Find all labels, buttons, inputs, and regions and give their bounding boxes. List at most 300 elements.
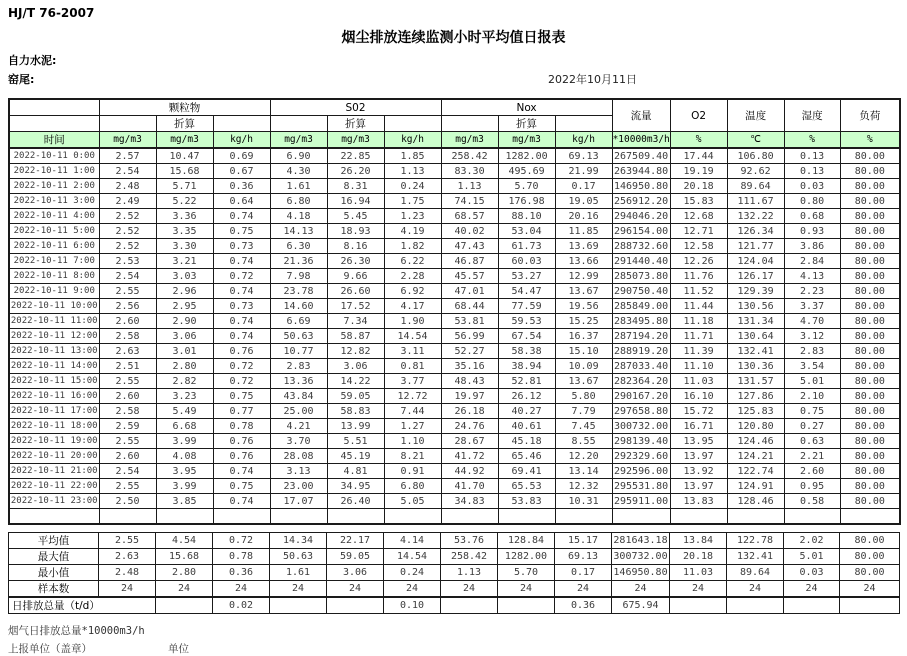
value-cell: 126.34 (727, 224, 784, 239)
value-cell: 130.56 (727, 299, 784, 314)
unit-cell: % (670, 132, 727, 149)
value-cell: 0.76 (213, 344, 270, 359)
empty-cell (9, 509, 99, 525)
empty-cell (498, 509, 555, 525)
unit-cell: mg/m3 (441, 132, 498, 149)
value-cell: 2.55 (99, 374, 156, 389)
value-cell: 0.72 (213, 359, 270, 374)
value-cell: 285073.80 (613, 270, 669, 282)
col-header-o2: O2 (670, 99, 727, 132)
monitoring-table (8, 98, 901, 525)
value-cell: 14.54 (384, 329, 441, 344)
value-cell: 3.36 (156, 209, 213, 224)
value-cell: 292596.00 (613, 465, 669, 477)
time-cell: 2022-10-11 13:00 (9, 344, 99, 359)
value-cell: 20.16 (555, 209, 612, 224)
value-cell: 80.00 (840, 254, 900, 269)
value-cell: 2.90 (156, 314, 213, 329)
summary-value-cell: 24 (99, 581, 156, 598)
value-cell: 4.21 (270, 419, 327, 434)
empty-cell (270, 509, 327, 525)
unit-cell: mg/m3 (270, 132, 327, 149)
value-cell: 1.82 (384, 239, 441, 254)
time-cell: 2022-10-11 18:00 (9, 419, 99, 434)
value-cell: 1.85 (384, 148, 441, 164)
value-cell: 26.18 (441, 404, 498, 419)
summary-value-cell: 89.64 (727, 565, 784, 581)
empty-cell (555, 116, 612, 132)
daily-total-cell (156, 597, 213, 614)
daily-total-row (9, 597, 900, 614)
value-cell: 80.00 (840, 449, 900, 464)
value-cell: 297658.80 (613, 405, 669, 417)
value-cell: 43.84 (270, 389, 327, 404)
value-cell: 28.08 (270, 449, 327, 464)
value-cell: 58.87 (327, 329, 384, 344)
value-cell: 89.64 (727, 179, 784, 194)
value-cell: 0.13 (784, 164, 840, 179)
value-cell: 19.19 (670, 164, 727, 179)
value-cell: 2.52 (99, 239, 156, 254)
value-cell: 17.44 (670, 148, 727, 164)
value-cell: 2.56 (99, 299, 156, 314)
table-row (9, 179, 900, 194)
value-cell: 294046.20 (613, 210, 669, 222)
value-cell: 11.71 (670, 329, 727, 344)
time-cell: 2022-10-11 4:00 (9, 209, 99, 224)
value-cell: 124.91 (727, 479, 784, 494)
value-cell: 12.32 (555, 479, 612, 494)
value-cell: 4.81 (327, 464, 384, 479)
empty-cell (9, 99, 99, 116)
value-cell: 59.53 (498, 314, 555, 329)
value-cell: 1.23 (384, 209, 441, 224)
value-cell: 11.18 (670, 314, 727, 329)
empty-cell (384, 116, 441, 132)
unit-cell: mg/m3 (327, 132, 384, 149)
summary-value-cell: 2.80 (156, 565, 213, 581)
time-cell: 2022-10-11 11:00 (9, 314, 99, 329)
value-cell: 2.58 (99, 404, 156, 419)
value-cell: 5.51 (327, 434, 384, 449)
summary-value-cell: 80.00 (840, 565, 900, 581)
value-cell: 120.80 (727, 419, 784, 434)
value-cell: 2.55 (99, 479, 156, 494)
daily-total-cell (270, 597, 327, 614)
value-cell: 68.57 (441, 209, 498, 224)
summary-value-cell: 300732.00 (612, 549, 670, 565)
value-cell: 285849.00 (613, 300, 669, 312)
value-cell: 256912.20 (613, 195, 669, 207)
value-cell: 16.37 (555, 329, 612, 344)
value-cell: 283495.80 (613, 315, 669, 327)
time-cell: 2022-10-11 10:00 (9, 299, 99, 314)
value-cell: 35.16 (441, 359, 498, 374)
summary-value-cell: 24 (612, 581, 670, 598)
value-cell: 13.66 (555, 254, 612, 269)
value-cell: 67.54 (498, 329, 555, 344)
value-cell: 282364.20 (613, 375, 669, 387)
unit-cell: mg/m3 (99, 132, 156, 149)
summary-value-cell: 24 (840, 581, 900, 598)
value-cell: 0.27 (784, 419, 840, 434)
value-cell: 176.98 (498, 194, 555, 209)
value-cell: 56.99 (441, 329, 498, 344)
value-cell: 0.68 (784, 209, 840, 224)
value-cell: 1.90 (384, 314, 441, 329)
value-cell: 263944.80 (613, 165, 669, 177)
value-cell: 0.74 (213, 314, 270, 329)
empty-cell (156, 509, 213, 525)
value-cell: 2.23 (784, 284, 840, 299)
summary-value-cell: 0.24 (384, 565, 441, 581)
value-cell: 2.59 (99, 419, 156, 434)
table-row (9, 419, 900, 434)
value-cell: 80.00 (840, 464, 900, 479)
empty-cell (327, 509, 384, 525)
value-cell: 6.68 (156, 419, 213, 434)
col-header-temperature: 温度 (727, 99, 784, 132)
value-cell: 80.00 (840, 389, 900, 404)
value-cell: 2.54 (99, 464, 156, 479)
value-cell: 80.00 (840, 314, 900, 329)
summary-value-cell: 24 (498, 581, 555, 598)
value-cell: 0.74 (213, 254, 270, 269)
value-cell: 52.27 (441, 344, 498, 359)
summary-value-cell: 4.54 (156, 533, 213, 549)
value-cell: 53.04 (498, 224, 555, 239)
value-cell: 13.97 (670, 449, 727, 464)
empty-cell (727, 509, 784, 525)
value-cell: 3.37 (784, 299, 840, 314)
value-cell: 53.27 (498, 269, 555, 284)
value-cell: 3.06 (156, 329, 213, 344)
value-cell: 6.80 (270, 194, 327, 209)
value-cell: 3.23 (156, 389, 213, 404)
value-cell: 0.76 (213, 434, 270, 449)
value-cell: 53.83 (498, 494, 555, 509)
summary-value-cell: 14.54 (384, 549, 441, 565)
value-cell: 2.60 (784, 464, 840, 479)
daily-total-cell: 0.36 (555, 597, 612, 614)
value-cell: 1.13 (384, 164, 441, 179)
value-cell: 0.72 (213, 374, 270, 389)
summary-value-cell: 24 (555, 581, 612, 598)
summary-value-cell: 0.78 (213, 549, 270, 565)
empty-cell (612, 509, 670, 525)
value-cell: 25.00 (270, 404, 327, 419)
value-cell: 17.07 (270, 494, 327, 509)
time-header: 时间 (9, 132, 99, 149)
value-cell: 267509.40 (612, 148, 670, 164)
value-cell: 17.52 (327, 299, 384, 314)
summary-value-cell: 1282.00 (498, 549, 555, 565)
value-cell: 6.80 (384, 479, 441, 494)
table-row (9, 224, 900, 239)
value-cell: 2.10 (784, 389, 840, 404)
standard-code: HJ/T 76-2007 (8, 6, 95, 20)
daily-total-cell: 675.94 (612, 597, 670, 614)
summary-value-cell: 258.42 (441, 549, 498, 565)
report-date: 2022年10月11日 (548, 73, 637, 86)
value-cell: 0.80 (784, 194, 840, 209)
time-cell: 2022-10-11 16:00 (9, 389, 99, 404)
value-cell: 291440.40 (613, 255, 669, 267)
empty-cell (213, 116, 270, 132)
value-cell: 20.18 (670, 179, 727, 194)
value-cell: 0.64 (213, 194, 270, 209)
value-cell: 52.81 (498, 374, 555, 389)
daily-total-cell: 0.10 (384, 597, 441, 614)
table-row (9, 344, 900, 359)
value-cell: 10.09 (555, 359, 612, 374)
unit-cell: ℃ (727, 132, 784, 149)
col-header-load: 负荷 (840, 99, 900, 132)
value-cell: 19.56 (555, 299, 612, 314)
value-cell: 11.44 (670, 299, 727, 314)
value-cell: 26.30 (327, 254, 384, 269)
value-cell: 34.83 (441, 494, 498, 509)
value-cell: 0.75 (213, 224, 270, 239)
value-cell: 19.05 (555, 194, 612, 209)
empty-cell (384, 509, 441, 525)
value-cell: 15.25 (555, 314, 612, 329)
empty-cell (441, 116, 498, 132)
value-cell: 1282.00 (498, 148, 555, 164)
value-cell: 47.01 (441, 284, 498, 299)
unit-cell: kg/h (384, 132, 441, 149)
value-cell: 13.99 (327, 419, 384, 434)
value-cell: 21.99 (555, 164, 612, 179)
summary-value-cell: 122.78 (727, 533, 784, 549)
summary-value-cell: 0.36 (213, 565, 270, 581)
value-cell: 0.72 (213, 269, 270, 284)
value-cell: 80.00 (840, 374, 900, 389)
summary-value-cell: 80.00 (840, 549, 900, 565)
value-cell: 80.00 (840, 284, 900, 299)
empty-cell (213, 509, 270, 525)
table-row (9, 359, 900, 374)
value-cell: 2.63 (99, 344, 156, 359)
value-cell: 41.72 (441, 449, 498, 464)
value-cell: 3.99 (156, 479, 213, 494)
value-cell: 131.57 (727, 374, 784, 389)
value-cell: 2.48 (99, 179, 156, 194)
time-cell: 2022-10-11 9:00 (9, 284, 99, 299)
value-cell: 8.16 (327, 239, 384, 254)
empty-cell (9, 116, 99, 132)
summary-row (9, 581, 900, 598)
value-cell: 4.08 (156, 449, 213, 464)
value-cell: 11.85 (555, 224, 612, 239)
value-cell: 80.00 (840, 209, 900, 224)
value-cell: 5.22 (156, 194, 213, 209)
value-cell: 13.95 (670, 434, 727, 449)
value-cell: 292329.60 (613, 450, 669, 462)
value-cell: 124.04 (727, 254, 784, 269)
daily-total-cell: 0.02 (213, 597, 270, 614)
summary-value-cell: 20.18 (670, 549, 727, 565)
value-cell: 2.49 (99, 194, 156, 209)
value-cell: 11.39 (670, 344, 727, 359)
value-cell: 1.61 (270, 179, 327, 194)
value-cell: 0.75 (213, 389, 270, 404)
value-cell: 45.57 (441, 269, 498, 284)
value-cell: 1.10 (384, 434, 441, 449)
header-row-units (9, 132, 900, 149)
value-cell: 0.24 (384, 179, 441, 194)
summary-row (9, 533, 900, 549)
value-cell: 5.05 (384, 494, 441, 509)
unit-cell: mg/m3 (156, 132, 213, 149)
summary-row (9, 549, 900, 565)
time-cell: 2022-10-11 6:00 (9, 239, 99, 254)
value-cell: 14.13 (270, 224, 327, 239)
summary-value-cell: 2.55 (99, 533, 156, 549)
value-cell: 3.77 (384, 374, 441, 389)
value-cell: 16.94 (327, 194, 384, 209)
table-row (9, 148, 900, 164)
value-cell: 2.95 (156, 299, 213, 314)
summary-value-cell: 15.17 (555, 533, 612, 549)
subheader-row (8, 71, 899, 85)
time-cell: 2022-10-11 1:00 (9, 164, 99, 179)
value-cell: 0.76 (213, 449, 270, 464)
value-cell: 13.14 (555, 464, 612, 479)
time-cell: 2022-10-11 7:00 (9, 254, 99, 269)
value-cell: 13.67 (555, 284, 612, 299)
value-cell: 65.46 (498, 449, 555, 464)
value-cell: 40.27 (498, 404, 555, 419)
value-cell: 12.99 (555, 269, 612, 284)
daily-total-cell (327, 597, 384, 614)
value-cell: 0.13 (784, 148, 840, 164)
value-cell: 0.74 (213, 494, 270, 509)
value-cell: 2.84 (784, 254, 840, 269)
value-cell: 80.00 (840, 239, 900, 254)
value-cell: 15.68 (156, 164, 213, 179)
empty-cell (555, 509, 612, 525)
value-cell: 2.58 (99, 329, 156, 344)
value-cell: 3.54 (784, 359, 840, 374)
value-cell: 10.31 (555, 494, 612, 509)
summary-value-cell: 24 (213, 581, 270, 598)
value-cell: 0.03 (784, 179, 840, 194)
summary-value-cell: 0.17 (555, 565, 612, 581)
value-cell: 0.93 (784, 224, 840, 239)
value-cell: 124.21 (727, 449, 784, 464)
summary-value-cell: 24 (327, 581, 384, 598)
value-cell: 2.54 (99, 164, 156, 179)
value-cell: 2.28 (384, 269, 441, 284)
value-cell: 131.34 (727, 314, 784, 329)
value-cell: 2.80 (156, 359, 213, 374)
value-cell: 3.35 (156, 224, 213, 239)
value-cell: 61.73 (498, 239, 555, 254)
value-cell: 16.71 (670, 419, 727, 434)
summary-label: 最小值 (9, 565, 99, 581)
value-cell: 80.00 (840, 344, 900, 359)
value-cell: 5.49 (156, 404, 213, 419)
value-cell: 4.30 (270, 164, 327, 179)
summary-label: 最大值 (9, 549, 99, 565)
value-cell: 54.47 (498, 284, 555, 299)
value-cell: 4.19 (384, 224, 441, 239)
value-cell: 2.51 (99, 359, 156, 374)
table-row (9, 374, 900, 389)
value-cell: 80.00 (840, 404, 900, 419)
value-cell: 58.83 (327, 404, 384, 419)
page-title: 烟尘排放连续监测小时平均值日报表 (341, 30, 566, 46)
value-cell: 2.50 (99, 494, 156, 509)
time-cell: 2022-10-11 22:00 (9, 479, 99, 494)
value-cell: 300732.00 (613, 420, 669, 432)
value-cell: 12.26 (670, 254, 727, 269)
value-cell: 12.68 (670, 209, 727, 224)
value-cell: 4.70 (784, 314, 840, 329)
summary-value-cell: 22.17 (327, 533, 384, 549)
blank-row (9, 509, 900, 525)
value-cell: 5.80 (555, 389, 612, 404)
table-row (9, 479, 900, 494)
value-cell: 295911.00 (613, 495, 669, 507)
value-cell: 34.95 (327, 479, 384, 494)
stamp-label: 上报单位（盖章） (8, 643, 92, 655)
value-cell: 0.63 (784, 434, 840, 449)
value-cell: 0.36 (213, 179, 270, 194)
value-cell: 23.78 (270, 284, 327, 299)
value-cell: 129.39 (727, 284, 784, 299)
value-cell: 48.43 (441, 374, 498, 389)
value-cell: 8.31 (327, 179, 384, 194)
value-cell: 2.57 (99, 148, 156, 164)
table-row (9, 494, 900, 509)
value-cell: 74.15 (441, 194, 498, 209)
value-cell: 258.42 (441, 148, 498, 164)
value-cell: 24.76 (441, 419, 498, 434)
value-cell: 0.78 (213, 419, 270, 434)
summary-value-cell: 53.76 (441, 533, 498, 549)
value-cell: 68.44 (441, 299, 498, 314)
time-cell: 2022-10-11 3:00 (9, 194, 99, 209)
value-cell: 290750.40 (613, 285, 669, 297)
value-cell: 2.52 (99, 209, 156, 224)
value-cell: 80.00 (840, 194, 900, 209)
summary-label: 样本数 (9, 581, 99, 598)
value-cell: 13.97 (670, 479, 727, 494)
summary-row (9, 565, 900, 581)
value-cell: 80.00 (840, 164, 900, 179)
value-cell: 2.83 (270, 359, 327, 374)
value-cell: 124.46 (727, 434, 784, 449)
value-cell: 3.95 (156, 464, 213, 479)
value-cell: 2.55 (99, 284, 156, 299)
value-cell: 2.52 (99, 224, 156, 239)
value-cell: 1.13 (441, 179, 498, 194)
value-cell: 69.41 (498, 464, 555, 479)
time-cell: 2022-10-11 0:00 (9, 148, 99, 164)
value-cell: 77.59 (498, 299, 555, 314)
summary-value-cell: 1.61 (270, 565, 327, 581)
value-cell: 6.30 (270, 239, 327, 254)
daily-total-cell (441, 597, 498, 614)
value-cell: 2.82 (156, 374, 213, 389)
value-cell: 2.96 (156, 284, 213, 299)
value-cell: 1.27 (384, 419, 441, 434)
value-cell: 41.70 (441, 479, 498, 494)
summary-value-cell: 2.02 (784, 533, 840, 549)
value-cell: 0.74 (213, 464, 270, 479)
